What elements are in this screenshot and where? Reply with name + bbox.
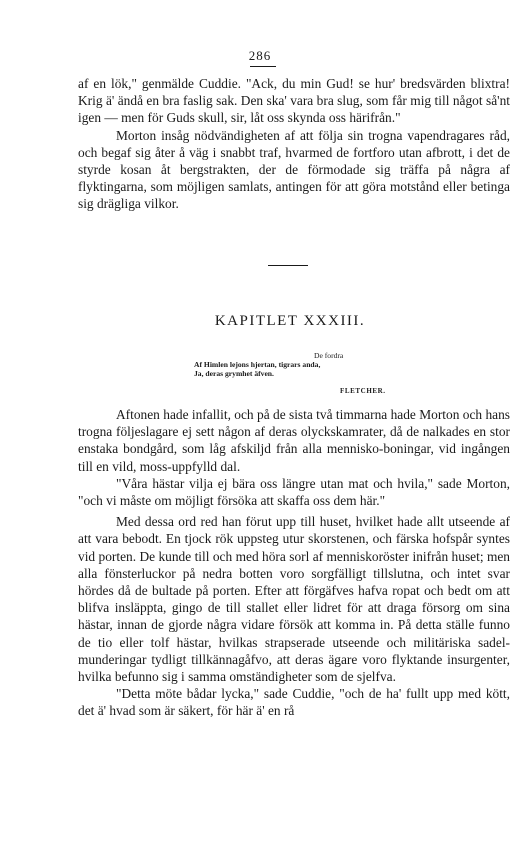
epigraph-line: Ja, deras grymhet äfven.	[194, 369, 274, 378]
page-number: 286	[248, 48, 272, 63]
chapter-text-block	[78, 406, 510, 720]
epigraph	[194, 351, 394, 378]
epigraph-line: Af Himlen lejons hjertan, tigrars anda,	[194, 360, 321, 369]
section-divider-rule	[268, 265, 308, 266]
paragraph: "Detta möte bådar lycka," sade Cuddie, "och de ha' fullt upp med kött, det ä' hvad som är säkert, för här ä' en rå	[78, 686, 510, 719]
continued-text-block	[78, 75, 510, 213]
chapter-title: KAPITLET XXXIII.	[214, 313, 366, 329]
paragraph: Aftonen hade infallit, och på de sista två timmarna hade Morton och hans trogna följeslagare ej sett någon af deras olyckskamrater, då de nalkades en stor enstaka bondgård, som låg afskiljd från alla mennisko-boningar, vid ingången till en vild, moss-uppfylld dal.	[78, 407, 510, 474]
header-rule	[250, 66, 276, 67]
epigraph-attribution: FLETCHER.	[340, 387, 386, 395]
paragraph: "Våra hästar vilja ej bära oss längre utan mat och hvila," sade Morton, "och vi måste om möjligt försöka att skaffa oss dem här."	[78, 475, 510, 509]
paragraph: af en lök," genmälde Cuddie. "Ack, du min Gud! se hur' bredsvärden blixtra! Krig ä' ändå en bra faslig sak. Den ska' vara bra slug, som får mig till något så'nt igen — men för Guds skull, sir, låt oss skynda oss härifrån."	[78, 76, 510, 126]
paragraph: Med dessa ord red han förut upp till huset, hvilket hade allt utseende af att vara bebodt. En tjock rök uppsteg utur skorstenen, och färska hofspår syntes vid porten. De kunde till och med höra sorl af menniskoröster inifrån huset; men alla fönsterluckor på nedra botten voro sorgfälligt tillslutna, och intet svar hördes då de bultade på porten. Efter att förgäfves hafva ropat och bedt om att blifva insläppta, gingo de till stallet eller lidret för att draga försorg om sina hästar, innan de gjorde några vidare försök att komma in. På detta ställe funno de tio eller tolf hästar, hvilkas strapserade utseende och militäriska sadel-munderingar tydligt tillkännagåfvo, att deras ägare voro flyktande insurgenter, hvilka befunno sig i samma omständigheter som de sjelfva.	[78, 514, 510, 685]
epigraph-line: De fordra	[314, 351, 344, 360]
paragraph: Morton insåg nödvändigheten af att följa sin trogna vapendragares råd, och begaf sig åter å väg i snabbt traf, hvarmed de fortforo utan afbrott, i det de styrde kosan åt bergstrakten, der de förmodade sig träffa på några af flyktingarna, som möjligen samlats, antingen för att göra motstånd eller betinga sig drägliga vilkor.	[78, 127, 510, 212]
